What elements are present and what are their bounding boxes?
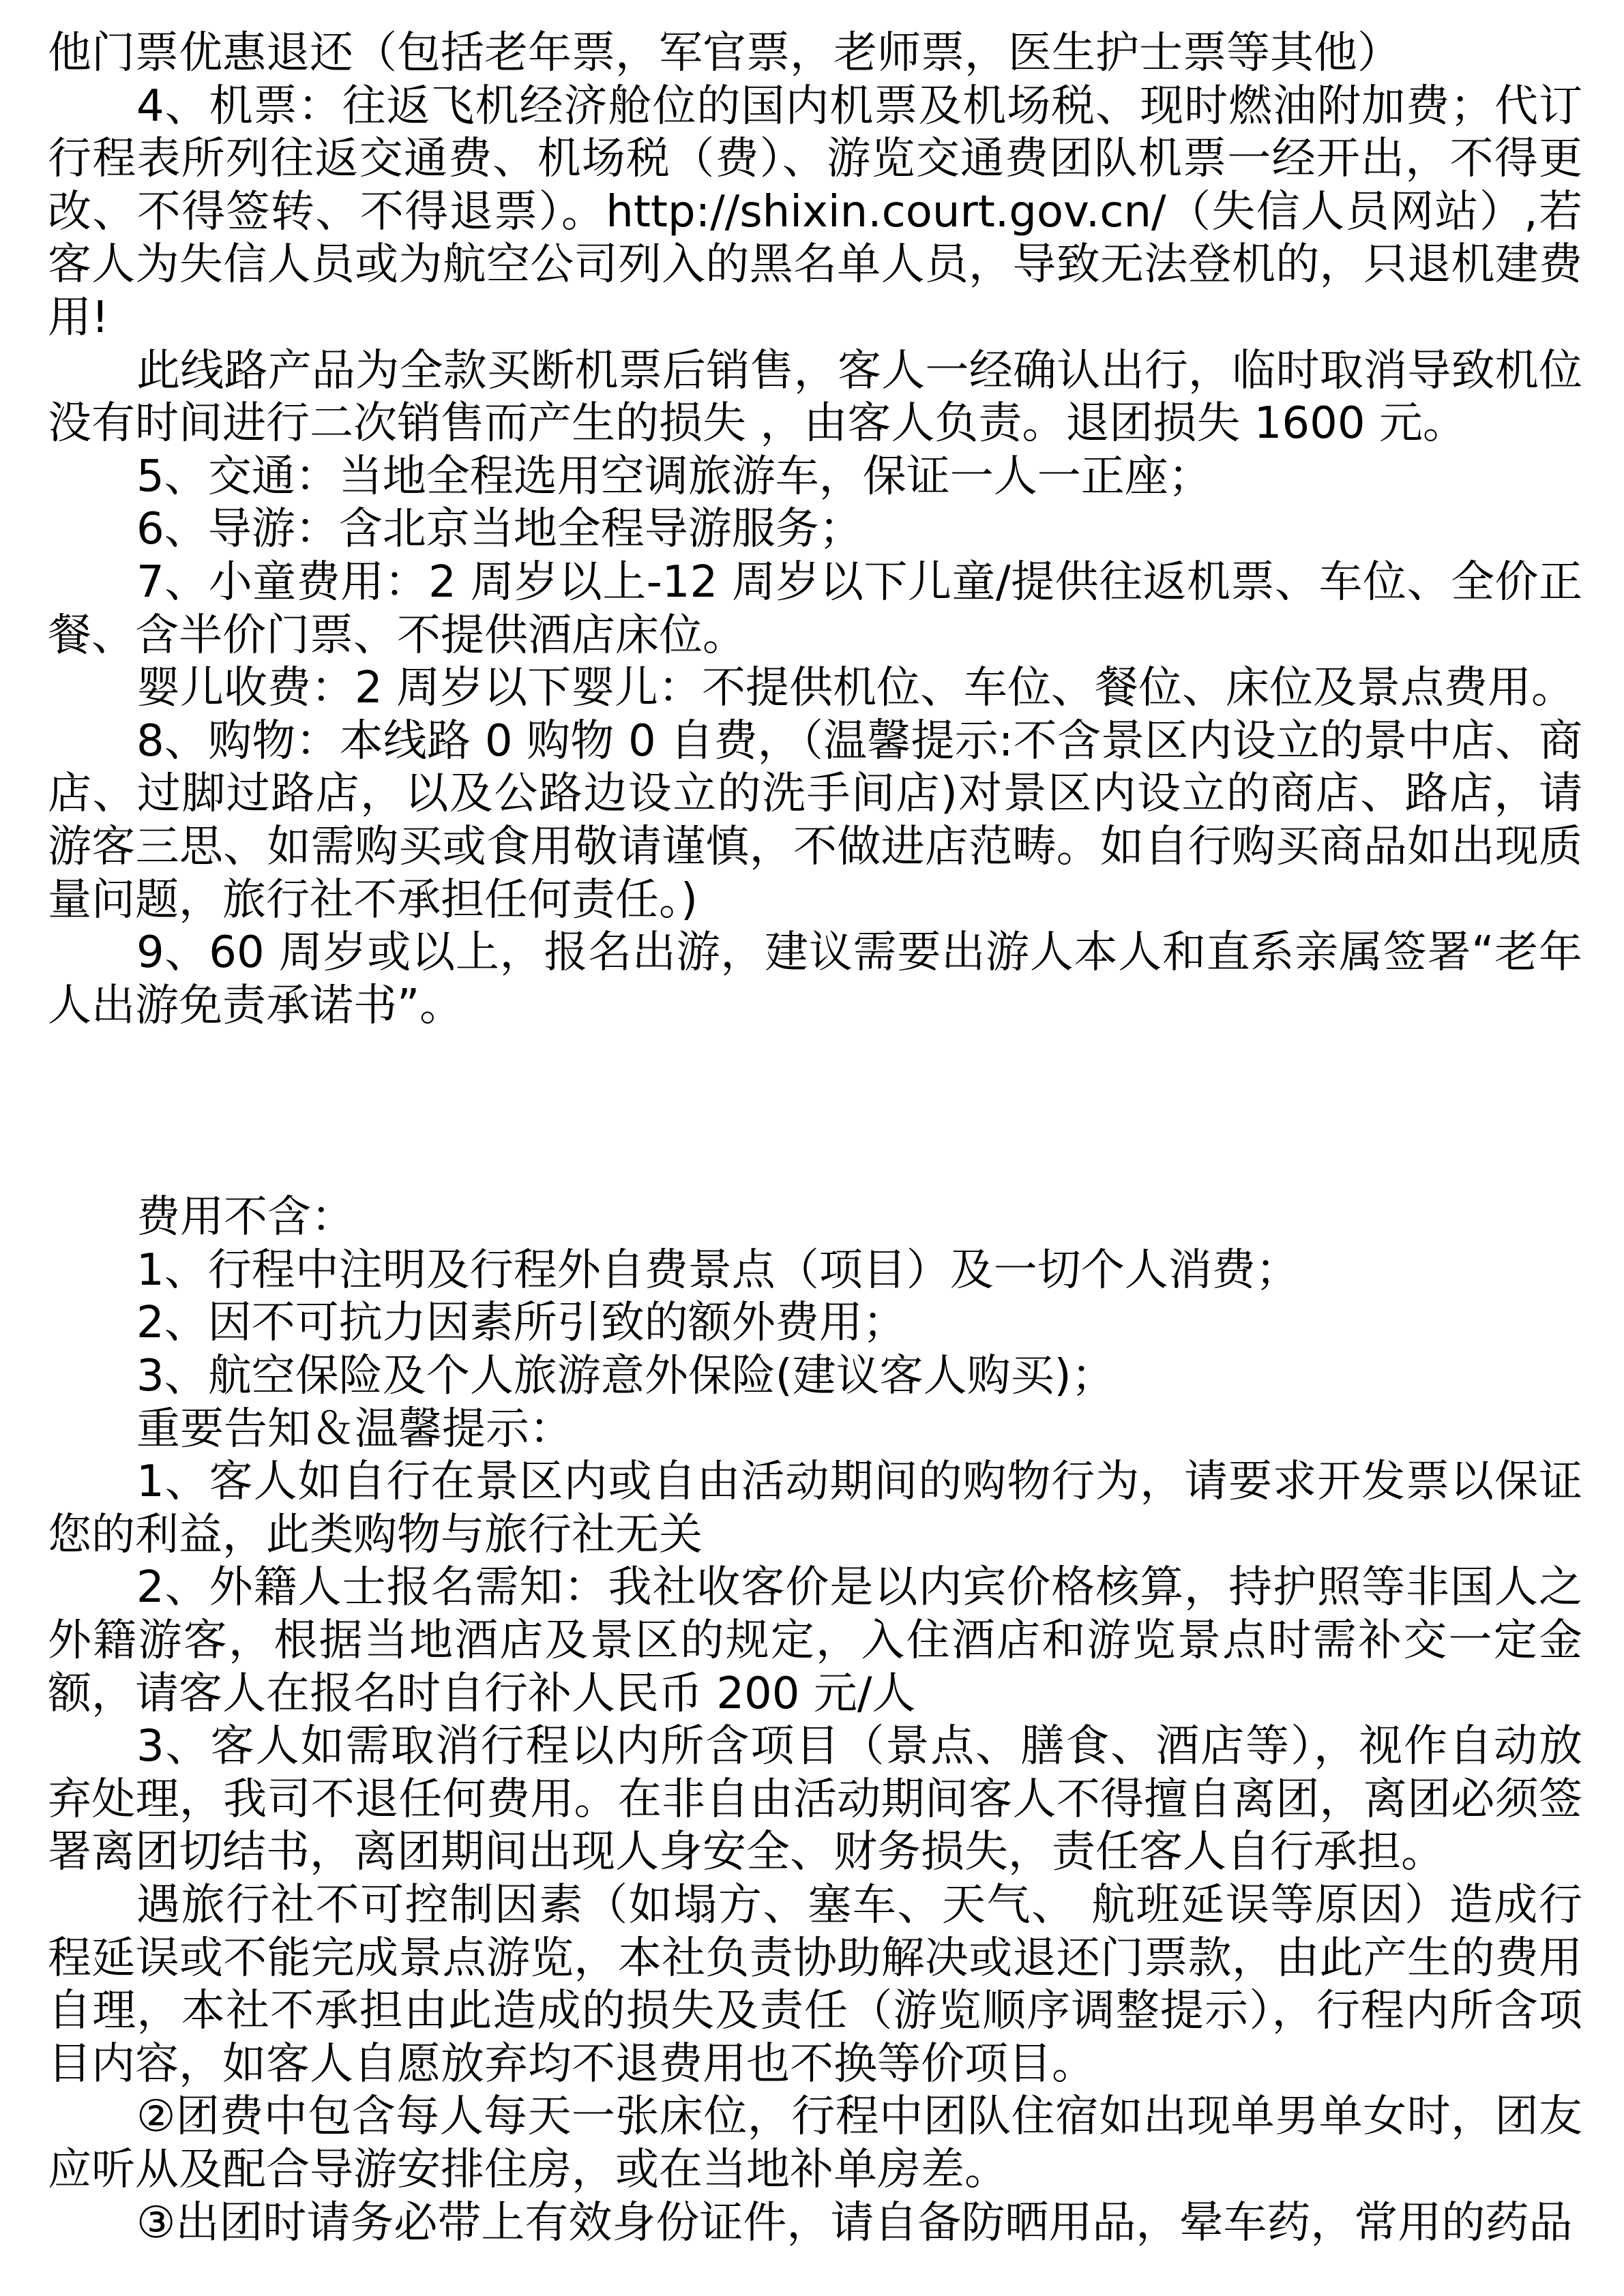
notice-documents: ③出团时请务必带上有效身份证件，请自备防晒用品，晕车药，常用的药品 — [136, 2197, 1573, 2248]
paragraph-senior-travelers: 9、60 周岁或以上，报名出游，建议需要出游人本人和直系亲属签署“老年人出游免责承诺书”。 — [48, 927, 1582, 1031]
notice-cancel-items: 3、客人如需取消行程以内所含项目（景点、膳食、酒店等），视作自动放弃处理，我司不退任何费用。在非自由活动期间客人不得擅自离团，离团必须签署离团切结书，离团期间出现人身安全、财务损失，责任客人自行承担。 — [48, 1721, 1582, 1878]
notice-uncontrollable-factors: 遇旅行社不可控制因素（如塌方、塞车、天气、 航班延误等原因）造成行程延误或不能完成景点游览，本社负责协助解决或退还门票款，由此产生的费用自理，本社不承担由此造成的损失及责任（游览顺序调整提示），行程内所含项目内容，如客人自愿放弃均不退费用也不换等价项目。 — [48, 1880, 1582, 2089]
paragraph-transport: 5、交通：当地全程选用空调旅游车，保证一人一正座； — [136, 451, 1212, 502]
paragraph-cancellation-loss: 此线路产品为全款买断机票后销售，客人一经确认出行，临时取消导致机位没有时间进行二次销售而产生的损失 ，由客人负责。退团损失 1600 元。 — [48, 345, 1582, 449]
notice-shopping-receipts: 1、客人如自行在景区内或自由活动期间的购物行为，请要求开发票以保证您的利益，此类购物与旅行社无关 — [48, 1457, 1582, 1560]
heading-important-notice: 重要告知＆温馨提示： — [136, 1403, 573, 1455]
document-page — [48, 27, 1582, 2250]
paragraph-tour-guide: 6、导游：含北京当地全程导游服务； — [136, 504, 863, 555]
list-item-personal-expenses: 1、行程中注明及行程外自费景点（项目）及一切个人消费； — [136, 1244, 1299, 1296]
list-item-force-majeure: 2、因不可抗力因素所引致的额外费用； — [136, 1298, 906, 1349]
paragraph-child-fees: 7、小童费用：2 周岁以上-12 周岁以下儿童/提供往返机票、车位、全价正餐、含半价门票、不提供酒店床位。 — [48, 556, 1582, 661]
list-item-insurance: 3、航空保险及个人旅游意外保险(建议客人购买)； — [136, 1351, 1115, 1402]
paragraph-ticket-discount-continued: 他门票优惠退还（包括老年票，军官票，老师票，医生护士票等其他） — [48, 28, 1401, 78]
paragraph-shopping: 8、购物：本线路 0 购物 0 自费，（温馨提示:不含景区内设立的景中店、商店、过脚过路店，以及公路边设立的洗手间店)对景区内设立的商店、路店，请游客三思、如需购买或食用敬请谨慎，不做进店范畴。如自行购买商品如出现质量问题，旅行社不承担任何责任。) — [48, 715, 1582, 925]
paragraph-air-tickets: 4、机票：往返飞机经济舱位的国内机票及机场税、现时燃油附加费；代订行程表所列往返交通费、机场税（费）、游览交通费团队机票一经开出，不得更改、不得签转、不得退票）。http://shixin.court.gov.cn/（失信人员网站）,若客人为失信人员或为航空公司列入的黑名单人员，导致无法登机的，只退机建费用! — [48, 80, 1582, 343]
heading-fees-excluded: 费用不含： — [136, 1192, 355, 1243]
notice-room-arrangement: ②团费中包含每人每天一张床位，行程中团队住宿如出现单男单女时，团友应听从及配合导游安排住房，或在当地补单房差。 — [48, 2091, 1582, 2195]
section-spacer — [48, 1032, 1582, 1191]
notice-foreign-guests: 2、外籍人士报名需知：我社收客价是以内宾价格核算，持护照等非国人之外籍游客，根据当地酒店及景区的规定，入住酒店和游览景点时需补交一定金额，请客人在报名时自行补人民币 200 元/人 — [48, 1562, 1582, 1719]
paragraph-infant-fees: 婴儿收费：2 周岁以下婴儿：不提供机位、车位、餐位、床位及景点费用。 — [136, 663, 1576, 714]
